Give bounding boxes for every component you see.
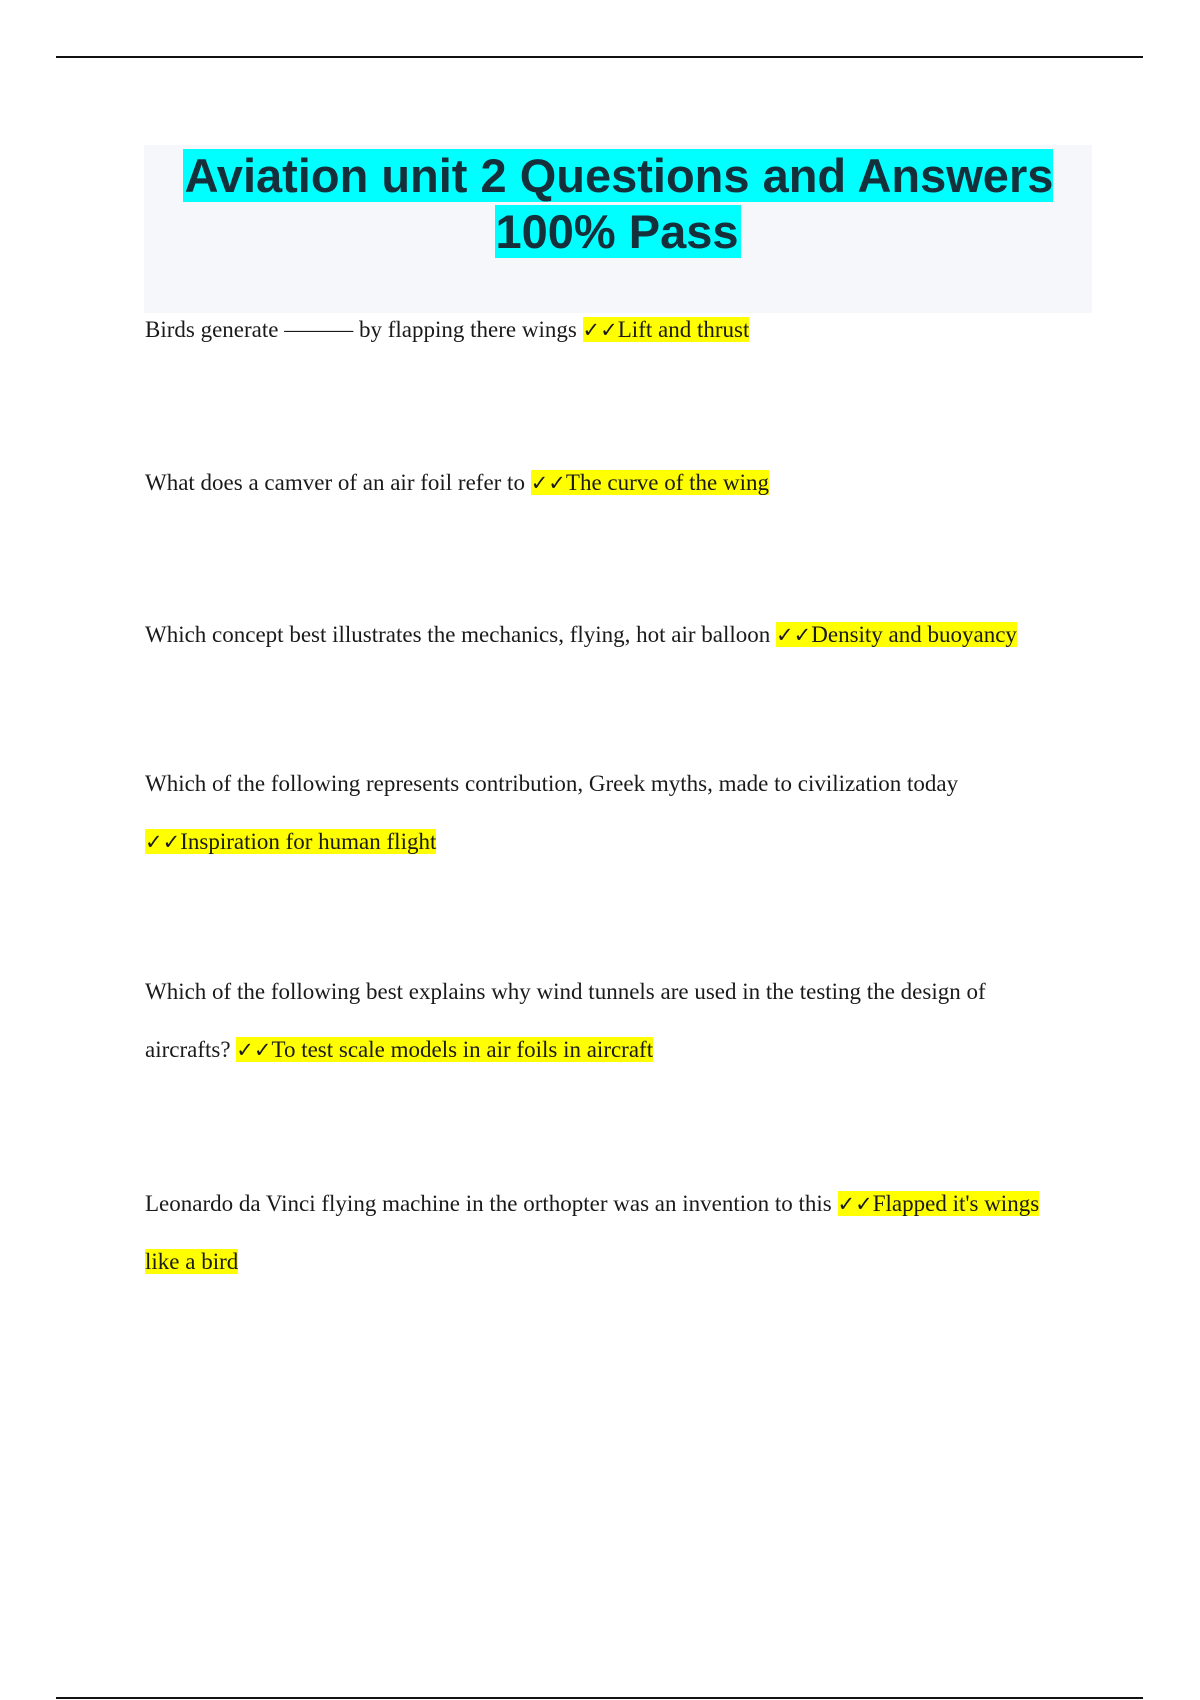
- answer-highlight: [236, 1037, 653, 1062]
- qa-item-2: [145, 454, 1075, 512]
- answer-highlight: [531, 470, 769, 495]
- question-text: What does a camver of an air foil refer to: [145, 470, 525, 495]
- qa-item-6: [145, 1175, 1075, 1291]
- title-box: [144, 145, 1092, 313]
- question-text: Birds generate ——— by flapping there wings: [145, 317, 577, 342]
- check-icon: ✓✓: [530, 471, 566, 495]
- answer-text: To test scale models in air foils in aircraft: [271, 1037, 654, 1062]
- answer-text: Density and buoyancy: [811, 622, 1017, 647]
- answer-highlight: [145, 829, 436, 854]
- answer-text: Inspiration for human flight: [180, 829, 437, 854]
- check-icon: ✓✓: [582, 318, 618, 342]
- answer-text: Lift and thrust: [617, 317, 750, 342]
- question-text: Which of the following best explains why wind tunnels are used in the testing the design of aircrafts?: [145, 979, 986, 1062]
- qa-item-4: [145, 755, 1075, 871]
- document-title: [144, 145, 1092, 260]
- answer-text: Flapped it's wings like a bird: [145, 1191, 1040, 1274]
- answer-highlight: [583, 317, 750, 342]
- footer-rule: [56, 1697, 1143, 1699]
- answer-text: The curve of the wing: [565, 470, 769, 495]
- question-text: Which concept best illustrates the mechanics, flying, hot air balloon: [145, 622, 771, 647]
- answer-highlight: [776, 622, 1017, 647]
- qa-item-3: [145, 606, 1075, 664]
- header-rule: [56, 56, 1143, 58]
- check-icon: ✓✓: [776, 623, 812, 647]
- check-icon: ✓✓: [236, 1038, 272, 1062]
- check-icon: ✓✓: [145, 830, 181, 854]
- question-text: Leonardo da Vinci flying machine in the orthopter was an invention to this: [145, 1191, 832, 1216]
- document-title-text: Aviation unit 2 Questions and Answers 100% Pass: [184, 149, 1054, 258]
- qa-item-5: [145, 963, 1075, 1079]
- check-icon: ✓✓: [837, 1192, 873, 1216]
- question-text: Which of the following represents contribution, Greek myths, made to civilization today: [145, 771, 959, 796]
- qa-item-1: [145, 301, 1075, 359]
